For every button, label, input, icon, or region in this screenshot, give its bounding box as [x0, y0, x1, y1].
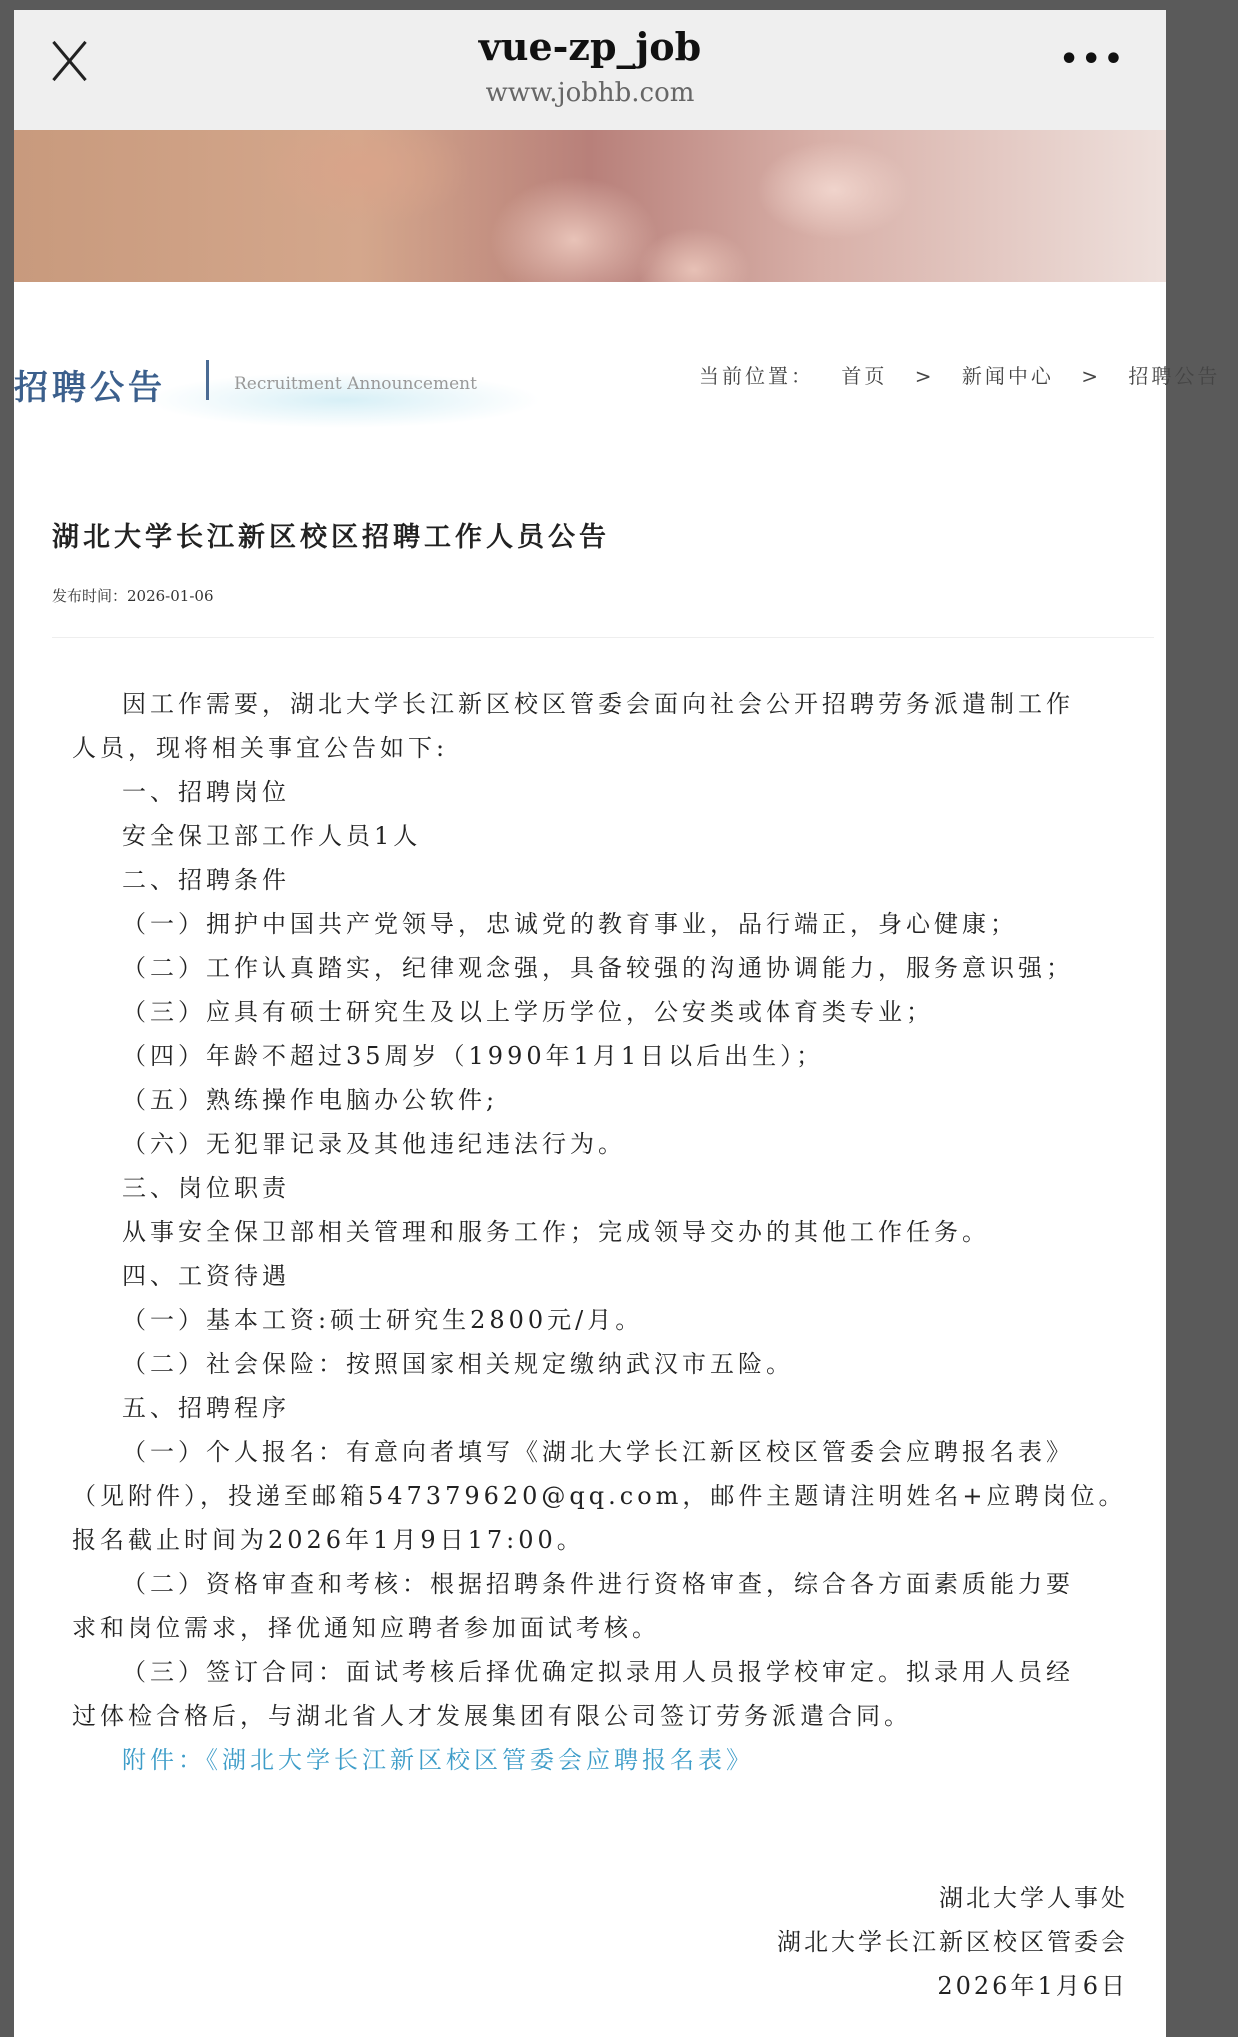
- paragraph-line: 从事安全保卫部相关管理和服务工作；完成领导交办的其他工作任务。: [122, 1218, 990, 1246]
- signature-line: 湖北大学人事处: [939, 1884, 1128, 1912]
- paragraph-line: 因工作需要，湖北大学长江新区校区管委会面向社会公开招聘劳务派遣制工作: [122, 690, 1074, 718]
- publish-date: 发布时间：2026-01-06: [52, 587, 214, 605]
- page: [14, 10, 1221, 2037]
- paragraph-line: （六）无犯罪记录及其他违纪违法行为。: [122, 1130, 626, 1158]
- paragraph-line: 三、岗位职责: [122, 1174, 290, 1202]
- paragraph-line: （三）签订合同：面试考核后择优确定拟录用人员报学校审定。拟录用人员经: [122, 1658, 1074, 1686]
- section-subtitle: Recruitment Announcement: [234, 374, 477, 394]
- breadcrumb-news[interactable]: 新闻中心: [961, 364, 1054, 388]
- breadcrumb-separator: >: [1081, 364, 1101, 388]
- paragraph-line: 报名截止时间为2026年1月9日17:00。: [72, 1526, 585, 1554]
- signature-date: 2026年1月6日: [937, 1972, 1128, 2000]
- breadcrumb: [699, 360, 1238, 389]
- paragraph-line: （见附件），投递至邮箱547379620@qq.com，邮件主题请注明姓名+应聘岗位。: [72, 1482, 1127, 1510]
- signature: [777, 1876, 1128, 2008]
- signature-line: 湖北大学长江新区校区管委会: [777, 1928, 1128, 1956]
- breadcrumb-label: 当前位置：: [699, 364, 814, 388]
- breadcrumb-home[interactable]: 首页: [841, 364, 888, 388]
- breadcrumb-recruitment[interactable]: 招聘公告: [1128, 364, 1221, 388]
- paragraph-line: （三）应具有硕士研究生及以上学历学位，公安类或体育类专业；: [122, 998, 934, 1026]
- article-body: [72, 682, 1152, 1782]
- section-header: [14, 340, 614, 460]
- paragraph-line: （四）年龄不超过35周岁（1990年1月1日以后出生）；: [122, 1042, 825, 1070]
- paragraph-line: 一、招聘岗位: [122, 778, 290, 806]
- paragraph-line: （一）个人报名：有意向者填写《湖北大学长江新区校区管委会应聘报名表》: [122, 1438, 1074, 1466]
- paragraph-line: （五）熟练操作电脑办公软件;: [122, 1086, 499, 1114]
- paragraph-line: 二、招聘条件: [122, 866, 290, 894]
- page-url: www.jobhb.com: [485, 78, 695, 108]
- paragraph-line: 安全保卫部工作人员1人: [122, 822, 422, 850]
- attachment-link[interactable]: 附件：《湖北大学长江新区校区管委会应聘报名表》: [122, 1746, 754, 1774]
- page-title: vue-zp_job: [478, 24, 702, 69]
- more-options-icon[interactable]: •••: [1059, 42, 1126, 77]
- article-title: 湖北大学长江新区校区招聘工作人员公告: [52, 522, 610, 553]
- paragraph-line: 人员，现将相关事宜公告如下:: [72, 734, 449, 762]
- paragraph-line: （二）社会保险：按照国家相关规定缴纳武汉市五险。: [122, 1350, 794, 1378]
- banner-image-hands: [14, 130, 1166, 282]
- paragraph-line: （二）工作认真踏实，纪律观念强，具备较强的沟通协调能力，服务意识强；: [122, 954, 1074, 982]
- browser-topbar: [14, 10, 1166, 130]
- paragraph-line: 四、工资待遇: [122, 1262, 290, 1290]
- paragraph-line: 过体检合格后，与湖北省人才发展集团有限公司签订劳务派遣合同。: [72, 1702, 912, 1730]
- paragraph-line: （二）资格审查和考核：根据招聘条件进行资格审查，综合各方面素质能力要: [122, 1570, 1074, 1598]
- paragraph-line: 五、招聘程序: [122, 1394, 290, 1422]
- breadcrumb-separator: >: [914, 364, 935, 388]
- paragraph-line: （一）基本工资:硕士研究生2800元/月。: [122, 1306, 644, 1334]
- section-divider: [206, 360, 209, 400]
- paragraph-line: 求和岗位需求，择优通知应聘者参加面试考核。: [72, 1614, 660, 1642]
- divider: [52, 637, 1154, 638]
- section-title: 招聘公告: [14, 368, 166, 408]
- paragraph-line: （一）拥护中国共产党领导，忠诚党的教育事业，品行端正，身心健康；: [122, 910, 1018, 938]
